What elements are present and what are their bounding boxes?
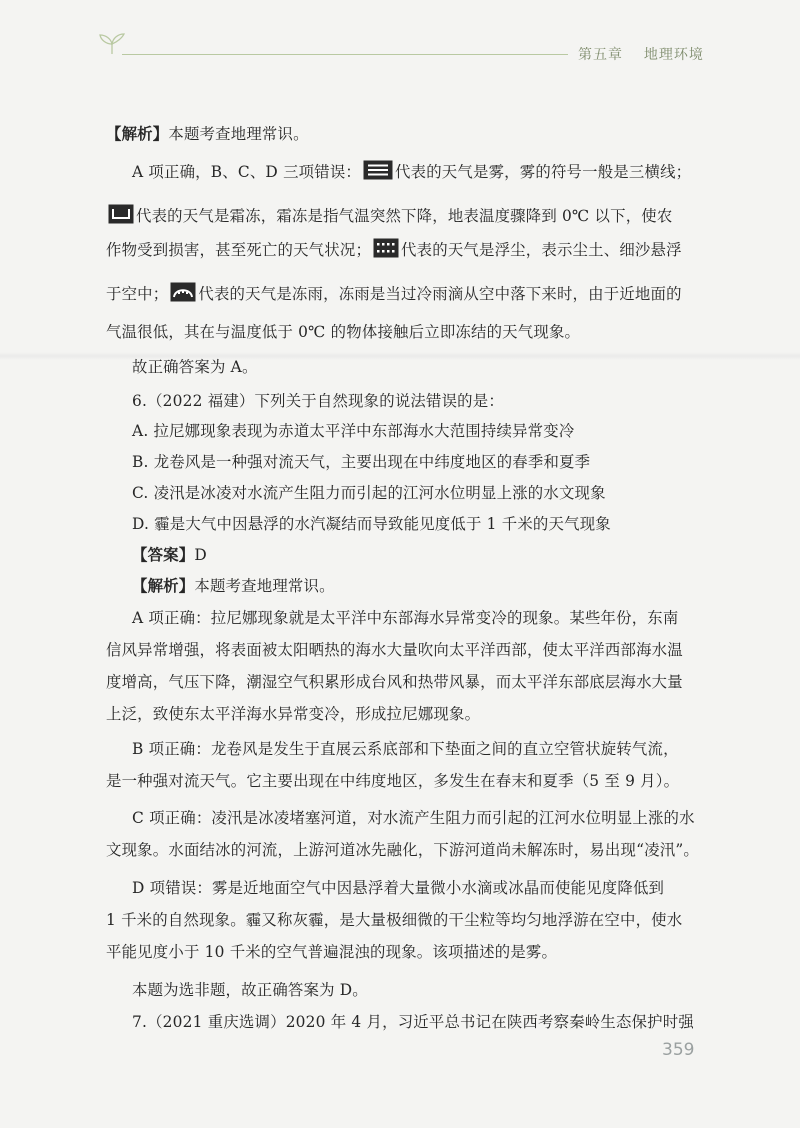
paragraph-line: A 项正确，B、C、D 三项错误： 代表的天气是雾，雾的符号一般是三横线； (132, 160, 691, 182)
paragraph-line: 于空中； 代表的天气是冻雨，冻雨是当过冷雨滴从空中落下来时，由于近地面的 (106, 282, 682, 304)
running-header (578, 44, 704, 64)
fog-symbol-icon (363, 160, 393, 180)
analysis-heading-1: 【解析】本题考查地理常识。 (106, 125, 309, 143)
paragraph-line: 平能见度小于 10 千米的空气普遍混浊的现象。该项描述的是雾。 (106, 943, 558, 961)
option-c: C. 凌汛是冰凌对水流产生阻力而引起的江河水位明显上涨的水文现象 (132, 484, 606, 502)
paragraph-line: 代表的天气是霜冻，霜冻是指气温突然下降，地表温度骤降到 0℃ 以下，使农 (106, 204, 673, 226)
paragraph-line: 本题为选非题，故正确答案为 D。 (132, 981, 368, 999)
frost-symbol-icon (108, 204, 134, 224)
question-stem: 7.（2021 重庆选调）2020 年 4 月，习近平总书记在陕西考察秦岭生态保护时强 (132, 1013, 694, 1031)
paragraph-line: B 项正确：龙卷风是发生于直展云系底部和下垫面之间的直立空管状旋转气流， (132, 740, 679, 758)
paragraph-line: A 项正确：拉尼娜现象就是太平洋中东部海水异常变冷的现象。某些年份，东南 (132, 609, 679, 627)
paragraph-line: C 项正确：凌汛是冰凌堵塞河道，对水流产生阻力而引起的江河水位明显上涨的水 (132, 809, 695, 827)
paragraph-line: 上泛，致使东太平洋海水异常变冷，形成拉尼娜现象。 (106, 705, 481, 723)
option-b: B. 龙卷风是一种强对流天气，主要出现在中纬度地区的春季和夏季 (132, 453, 591, 471)
question-stem: 6.（2022 福建）下列关于自然现象的说法错误的是： (132, 392, 504, 410)
option-a: A. 拉尼娜现象表现为赤道太平洋中东部海水大范围持续异常变冷 (132, 422, 575, 440)
chapter-label: 第五章 (578, 47, 623, 63)
answer-heading: 【答案】D (132, 546, 207, 564)
floating-dust-symbol-icon (373, 238, 399, 258)
sprout-icon (96, 32, 128, 56)
paragraph-line: 文现象。水面结冰的河流，上游河道冰先融化，下游河道尚未解冻时，易出现“凌汛”。 (106, 841, 699, 859)
page-number: 359 (662, 1040, 695, 1060)
paragraph-line: 信风异常增强，将表面被太阳晒热的海水大量吹向太平洋西部，使太平洋西部海水温 (106, 641, 683, 659)
paragraph-line: 作物受到损害，甚至死亡的天气状况； 代表的天气是浮尘，表示尘土、细沙悬浮 (106, 238, 682, 260)
header-rule (122, 54, 568, 55)
analysis-heading-2: 【解析】本题考查地理常识。 (132, 577, 335, 595)
paragraph-line: 度增高，气压下降，潮湿空气积累形成台风和热带风暴，而太平洋东部底层海水大量 (106, 673, 683, 691)
answer-line: 故正确答案为 A。 (132, 358, 258, 376)
paragraph-line: 1 千米的自然现象。霾又称灰霾，是大量极细微的干尘粒等均匀地浮游在空中，使水 (106, 911, 683, 929)
paragraph-line: 是一种强对流天气。它主要出现在中纬度地区，多发生在春末和夏季（5 至 9 月）。 (106, 772, 680, 790)
page-fold-shadow (0, 352, 800, 360)
freezing-rain-symbol-icon (170, 282, 196, 302)
chapter-title: 地理环境 (643, 47, 704, 63)
paragraph-line: D 项错误：雾是近地面空气中因悬浮着大量微小水滴或冰晶而使能见度降低到 (132, 879, 665, 897)
option-d: D. 霾是大气中因悬浮的水汽凝结而导致能见度低于 1 千米的天气现象 (132, 515, 611, 533)
paragraph-line: 气温很低，其在与温度低于 0℃ 的物体接触后立即冻结的天气现象。 (106, 323, 581, 341)
